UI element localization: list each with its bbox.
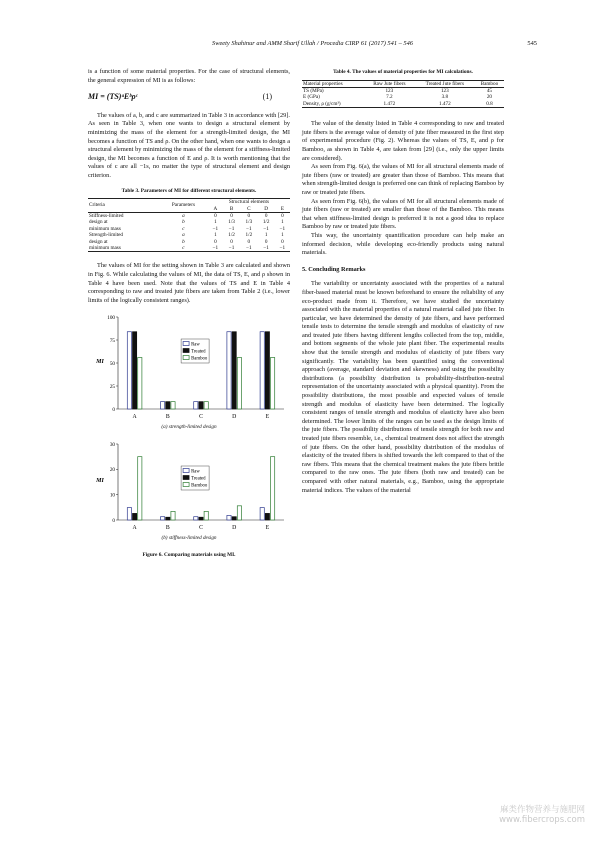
bar-raw	[194, 402, 198, 409]
y-tick-label: 30	[109, 441, 115, 448]
bar-bamboo	[237, 358, 241, 410]
y-tick-label: 0	[112, 517, 115, 524]
table3	[88, 198, 290, 252]
legend-label: Raw	[191, 469, 200, 475]
legend-label: Raw	[191, 342, 200, 348]
legend-swatch	[183, 468, 189, 472]
table-cell: 1/2	[228, 232, 235, 239]
table-cell: 1/2	[245, 232, 253, 239]
table-cell: design at	[89, 238, 108, 245]
paragraph: The values of MI for the setting shown in Table 3 are calculated and shown in Fig. 6. While calculating the values of MI, the data of TS, E, and ρ shown in Table 4 have been used. Note that the values of TS and E in Table 4 corresponding to raw and treated jute fibers are taken from Table 2 (i.e., lower limits of the logically consistent ranges).	[88, 262, 290, 304]
bar-bamboo	[138, 457, 142, 520]
x-tick-label: A	[132, 414, 137, 421]
table-cell: Density, ρ (g/cm³)	[303, 100, 341, 107]
table-cell: 1	[214, 219, 217, 226]
table-cell: Stiffness-limited	[89, 212, 124, 219]
bar-treated	[133, 513, 137, 520]
x-tick-label: E	[265, 524, 270, 531]
table-cell: 1	[264, 232, 268, 239]
paragraph: The values of a, b, and c are summarized in Table 3 in accordance with [29]. As seen in Table 3, when one wants to design a structural element by minimizing the mass of the element for a strength-limited design, the MI becomes a function of TS and ρ. On the other hand, when one wants to design a structural element by minimizing the mass of the element for a stiffness-limited design, the MI becomes a function of E and ρ. It is worth mentioning that the values of c are all −1s, no matter the type of structural element and design criterion.	[88, 111, 290, 179]
y-tick-label: 75	[109, 338, 115, 345]
table-row	[302, 88, 504, 95]
bar-treated	[133, 332, 137, 409]
table-cell: minimum mass	[89, 244, 121, 251]
bar-bamboo	[138, 358, 142, 410]
table-cell: 0	[230, 238, 233, 245]
table3-header-params: Parameters	[171, 202, 195, 209]
table-cell: 45	[486, 88, 493, 94]
x-tick-label: C	[199, 524, 203, 531]
y-tick-label: 50	[109, 361, 115, 368]
table-cell: −1	[263, 225, 269, 232]
x-tick-label: A	[132, 524, 137, 531]
table-cell: 0	[214, 212, 217, 219]
table3-col: A	[213, 205, 218, 212]
bar-treated	[166, 402, 170, 409]
right-column	[302, 68, 504, 495]
table-cell: −1	[212, 225, 219, 232]
x-tick-label: E	[265, 414, 270, 421]
bar-bamboo	[271, 457, 275, 520]
bar-bamboo	[271, 358, 275, 410]
table-cell: −1	[279, 244, 286, 251]
legend-swatch	[183, 342, 189, 346]
table4	[302, 80, 504, 109]
table-cell: 0	[281, 212, 284, 219]
legend-label: Treated	[191, 349, 206, 355]
section-heading: 5. Concluding Remarks	[302, 265, 366, 273]
table-cell: 0.8	[486, 100, 493, 107]
table-cell: −1	[246, 244, 252, 251]
x-tick-label: D	[232, 414, 237, 421]
table3-col: D	[264, 205, 269, 212]
table-cell: 1/3	[228, 219, 235, 226]
x-tick-label: D	[232, 524, 237, 531]
table4-header: Material properties	[303, 80, 343, 87]
table-cell: −1	[228, 225, 235, 232]
table3-header-criteria: Criteria	[89, 202, 105, 209]
paragraph: As seen from Fig. 6(a), the values of MI for all structural elements made of jute fibers (raw or treated) are greater than those of Bamboo. This means that when strength-limited design is preferred one can think of replacing Bamboo by raw or treated jute fibers.	[302, 163, 504, 196]
table-cell: 0	[214, 238, 217, 245]
paragraph: The value of the density listed in Table 4 corresponding to raw and treated jute fibers is the average value of density of jute fiber measured in the first step of experimental procedure (Fig. 2). Whereas the values of TS, E, and ρ for Bamboo, as shown in Table 4, are taken from [29] (i.e., only the upper limits are considered).	[302, 120, 504, 162]
table-cell: 123	[440, 88, 449, 94]
header-title: Sweety Shahinur and AMM Sharif Ullah / Procedia CIRP 61 (2017) 541 – 546	[212, 40, 413, 47]
legend-swatch	[183, 349, 189, 353]
bar-raw	[127, 332, 131, 409]
table-cell: −1	[263, 244, 269, 251]
legend-label: Bamboo	[191, 356, 208, 362]
table-cell: 0	[230, 212, 233, 219]
y-axis-label: MI	[96, 359, 104, 366]
table-cell: 3.8	[441, 94, 449, 101]
bar-treated	[199, 402, 203, 409]
table4-caption: Table 4. The values of material properties for MI calculations.	[333, 69, 473, 75]
table3-col: C	[247, 205, 251, 212]
watermark-line: www.fibercrops.com	[499, 815, 585, 825]
bar-bamboo	[204, 402, 208, 409]
x-tick-label: C	[199, 414, 203, 421]
table-row	[88, 212, 290, 219]
bar-bamboo	[204, 511, 208, 520]
table-cell: 123	[385, 88, 394, 94]
table3-col: E	[280, 205, 284, 212]
table-cell: 0	[247, 238, 251, 245]
table-cell: 0	[281, 238, 284, 245]
table4-header: Raw Jute fibers	[373, 80, 406, 87]
bar-bamboo	[237, 506, 241, 520]
legend-label: Bamboo	[191, 483, 208, 489]
table3-col: B	[229, 205, 234, 212]
bar-treated	[166, 517, 170, 520]
bar-treated	[199, 517, 203, 520]
table-cell: 1.472	[438, 100, 451, 107]
table-cell: b	[182, 238, 185, 245]
paragraph: This way, the uncertainty quantification procedure can help make an informed decision, while developing eco-friendly products using natural materials.	[302, 231, 504, 257]
table-cell: 7.2	[386, 94, 393, 101]
table-cell: a	[182, 212, 185, 219]
watermark-line: 麻类作物营养与施肥网	[499, 805, 585, 815]
bar-raw	[260, 508, 264, 520]
table-cell: 1/2	[262, 219, 270, 226]
figure-caption: Figure 6. Comparing materials using MI.	[142, 551, 236, 558]
subfigure-caption-b: (b) stiffness-limited design	[161, 534, 217, 541]
equation	[88, 93, 290, 102]
equation-number: (1)	[262, 92, 272, 102]
y-axis-label: MI	[96, 477, 104, 484]
table-cell: −1	[228, 244, 235, 251]
table-row	[88, 245, 290, 252]
bar-treated	[265, 513, 269, 520]
table-cell: 1	[281, 219, 284, 226]
paragraph: The variability or uncertainty associated with the properties of a natural fiber-based material must be known beforehand to ensure the reliability of any eco-product made from it. Therefore, we have studied the uncertainty associated with the material properties of a natural material called jute fiber. In particular, we have determined the density of jute fibers, and have performed tensile tests to determine the tensile strength and modulus of elasticity of raw and treated jute fibers having different lengths collected from the top, middle, and bottom segments of the whole jute plant fiber. The experimental results show that the tensile strength and modulus of elasticity of jute fibers vary significantly. The variability has been quantified using the conventional approach (average, standard deviation and skewness) and using the possibility distributions (a possibility distribution is probability-distribution-neutral representation of the uncertainty associated with a physical quantity). From the possibility distributions, the most possible and expected values of tensile strength and modulus of elasticity have been determined. The logically consistent ranges of tensile strength and modulus of elasticity have also been determined. The lower limits of the ranges can be used as the design limits of the jute fibers. The possibility distributions of tensile strength for both raw and treated jute fibers resemble, i.e., chemical treatment does not affect the strength of jute fibers. On the other hand, possibility distribution of the modulus of elasticity of the treated fibers is shifted towards the left compared to that of the raw fibers. This means that the chemical treatment makes the jute fibers brittle compared to the raw ones. The jute fibers (both raw and treated) can be compared with other natural materials, e.g., Bamboo, using the appropriate material indices. The values of the material	[302, 280, 504, 494]
paragraph: As seen from Fig. 6(b), the values of MI for all structural elements made of jute fibers (raw or treated) are smaller than those of the Bamboo. This means that when stiffness-limited design is preferred it is not a good idea to replace Bamboo by raw or treated jute fibers.	[302, 197, 504, 231]
legend-swatch	[183, 482, 189, 486]
table-cell: 1.472	[383, 100, 396, 107]
subfigure-caption-a: (a) strength-limited design	[161, 424, 217, 431]
table-cell: c	[182, 244, 185, 251]
page-number: 545	[527, 40, 537, 47]
bar-raw	[161, 402, 165, 409]
paragraph: is a function of some material properties. For the case of structural elements, the general expression of MI is as follows:	[88, 68, 290, 84]
table-cell: a	[182, 232, 185, 239]
legend-label: Treated	[191, 476, 206, 482]
table-cell: 0	[264, 238, 268, 245]
table-cell: 1	[214, 232, 217, 239]
bar-bamboo	[171, 511, 175, 520]
table3-caption: Table 3. Parameters of MI for different structural elements.	[121, 187, 257, 194]
bar-raw	[260, 332, 264, 409]
table4-header: Bamboo	[480, 80, 499, 87]
bar-raw	[161, 517, 165, 520]
table-cell: E (GPa)	[303, 94, 320, 101]
bar-raw	[227, 332, 231, 409]
bar-raw	[127, 508, 131, 520]
table-cell: 1/3	[245, 219, 253, 226]
bar-chart-strength	[88, 311, 290, 423]
bar-treated	[265, 332, 269, 409]
table-cell: −1	[246, 225, 252, 232]
table4-header: Treated Jute fibers	[425, 80, 465, 87]
table-cell: 0	[264, 212, 268, 219]
y-tick-label: 25	[109, 384, 115, 391]
table-cell: 0	[247, 212, 251, 219]
table-cell: Strength-limited	[89, 232, 124, 239]
table-cell: 20	[486, 94, 493, 101]
bar-bamboo	[171, 402, 175, 409]
table-cell: b	[182, 219, 185, 226]
bar-raw	[194, 517, 198, 520]
legend-swatch	[183, 475, 189, 479]
table-cell: c	[182, 225, 185, 232]
table-cell: 1	[281, 232, 284, 239]
table-cell: TS (MPa)	[303, 88, 324, 94]
watermark	[499, 805, 585, 825]
bar-chart-stiffness	[88, 438, 290, 534]
y-tick-label: 10	[109, 492, 115, 499]
x-tick-label: B	[165, 524, 170, 531]
table-cell: design at	[89, 219, 108, 226]
table-cell: −1	[212, 244, 219, 251]
left-column	[88, 68, 290, 559]
table-row	[302, 101, 504, 108]
equation-text: MI = (TS)ᵃEᵇρᶜ	[88, 92, 138, 102]
bar-treated	[232, 332, 236, 409]
bar-treated	[232, 517, 236, 520]
y-tick-label: 20	[109, 467, 115, 474]
y-tick-label: 0	[112, 407, 115, 414]
x-tick-label: B	[165, 414, 170, 421]
table3-header-group: Structural elements	[228, 199, 270, 206]
legend-swatch	[183, 356, 189, 360]
table-cell: −1	[279, 225, 286, 232]
bar-raw	[227, 515, 231, 520]
y-tick-label: 100	[107, 315, 115, 322]
table-cell: minimum mass	[89, 225, 121, 232]
